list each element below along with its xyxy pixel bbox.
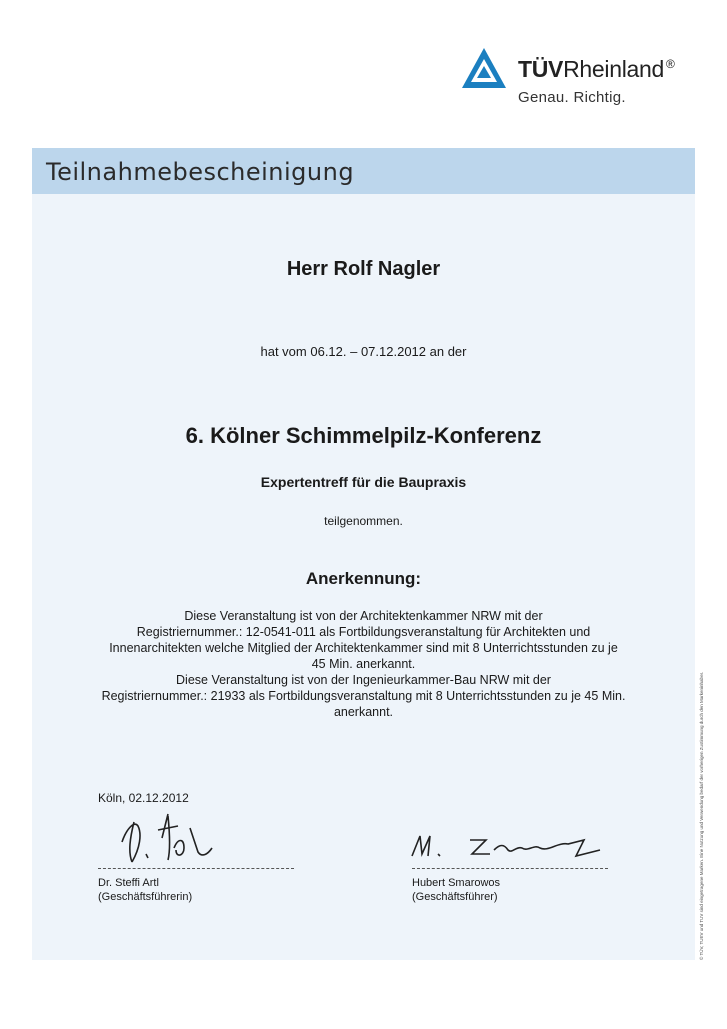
trademark-note: © TÜV, TUEV und TUV sind eingetragene Marken. Eine Nutzung und Verwendung bedarf der vorherigen Zustimmung durch den Markeninhaber. bbox=[699, 671, 704, 960]
event-subtitle: Expertentreff für die Baupraxis bbox=[260, 474, 467, 490]
logo-name-bold: TÜV bbox=[518, 56, 564, 82]
event-title: 6. Kölner Schimmelpilz-Konferenz bbox=[185, 423, 542, 448]
event-dates: hat vom 06.12. – 07.12.2012 an der bbox=[260, 344, 467, 359]
triangle-logo-icon bbox=[460, 46, 508, 90]
ack-line: anerkannt. bbox=[333, 705, 394, 719]
participation-text: teilgenommen. bbox=[324, 514, 403, 528]
signature-line-right bbox=[412, 868, 608, 869]
page-title: Teilnahmebescheinigung bbox=[46, 158, 355, 186]
ack-line: 45 Min. anerkannt. bbox=[311, 657, 416, 671]
signatory-left bbox=[98, 876, 192, 904]
signature-smarowos-image bbox=[408, 826, 608, 866]
signature-line-left bbox=[98, 868, 294, 869]
registered-mark: ® bbox=[666, 57, 675, 72]
signatory-right bbox=[412, 876, 500, 904]
signatory-left-name: Dr. Steffi Artl bbox=[98, 877, 159, 889]
signatory-right-name: Hubert Smarowos bbox=[412, 877, 501, 889]
signatory-left-role: (Geschäftsführerin) bbox=[98, 891, 193, 903]
ack-line: Diese Veranstaltung ist von der Architektenkammer NRW mit der bbox=[184, 609, 543, 623]
signature-artl-image bbox=[112, 808, 222, 870]
ack-line: Registriernummer.: 12-0541-011 als Fortbildungsveranstaltung für Architekten und bbox=[136, 625, 591, 639]
acknowledgement-text bbox=[32, 608, 695, 720]
ack-line: Registriernummer.: 21933 als Fortbildungsveranstaltung mit 8 Unterrichtsstunden zu je 45 Min. bbox=[101, 689, 626, 703]
tuv-rheinland-logo bbox=[460, 44, 700, 114]
place-date: Köln, 02.12.2012 bbox=[98, 791, 189, 805]
recipient-name: Herr Rolf Nagler bbox=[286, 258, 441, 280]
ack-line: Diese Veranstaltung ist von der Ingenieurkammer-Bau NRW mit der bbox=[176, 673, 551, 687]
logo-wordmark bbox=[518, 56, 675, 83]
acknowledgement-title: Anerkennung: bbox=[305, 569, 422, 588]
ack-line: Innenarchitekten welche Mitglied der Architektenkammer sind mit 8 Unterrichtsstunden zu je bbox=[109, 641, 618, 655]
signatory-right-role: (Geschäftsführer) bbox=[412, 891, 498, 903]
logo-tagline: Genau. Richtig. bbox=[518, 89, 626, 106]
title-banner bbox=[32, 148, 695, 194]
logo-name-light: Rheinland bbox=[563, 56, 664, 82]
